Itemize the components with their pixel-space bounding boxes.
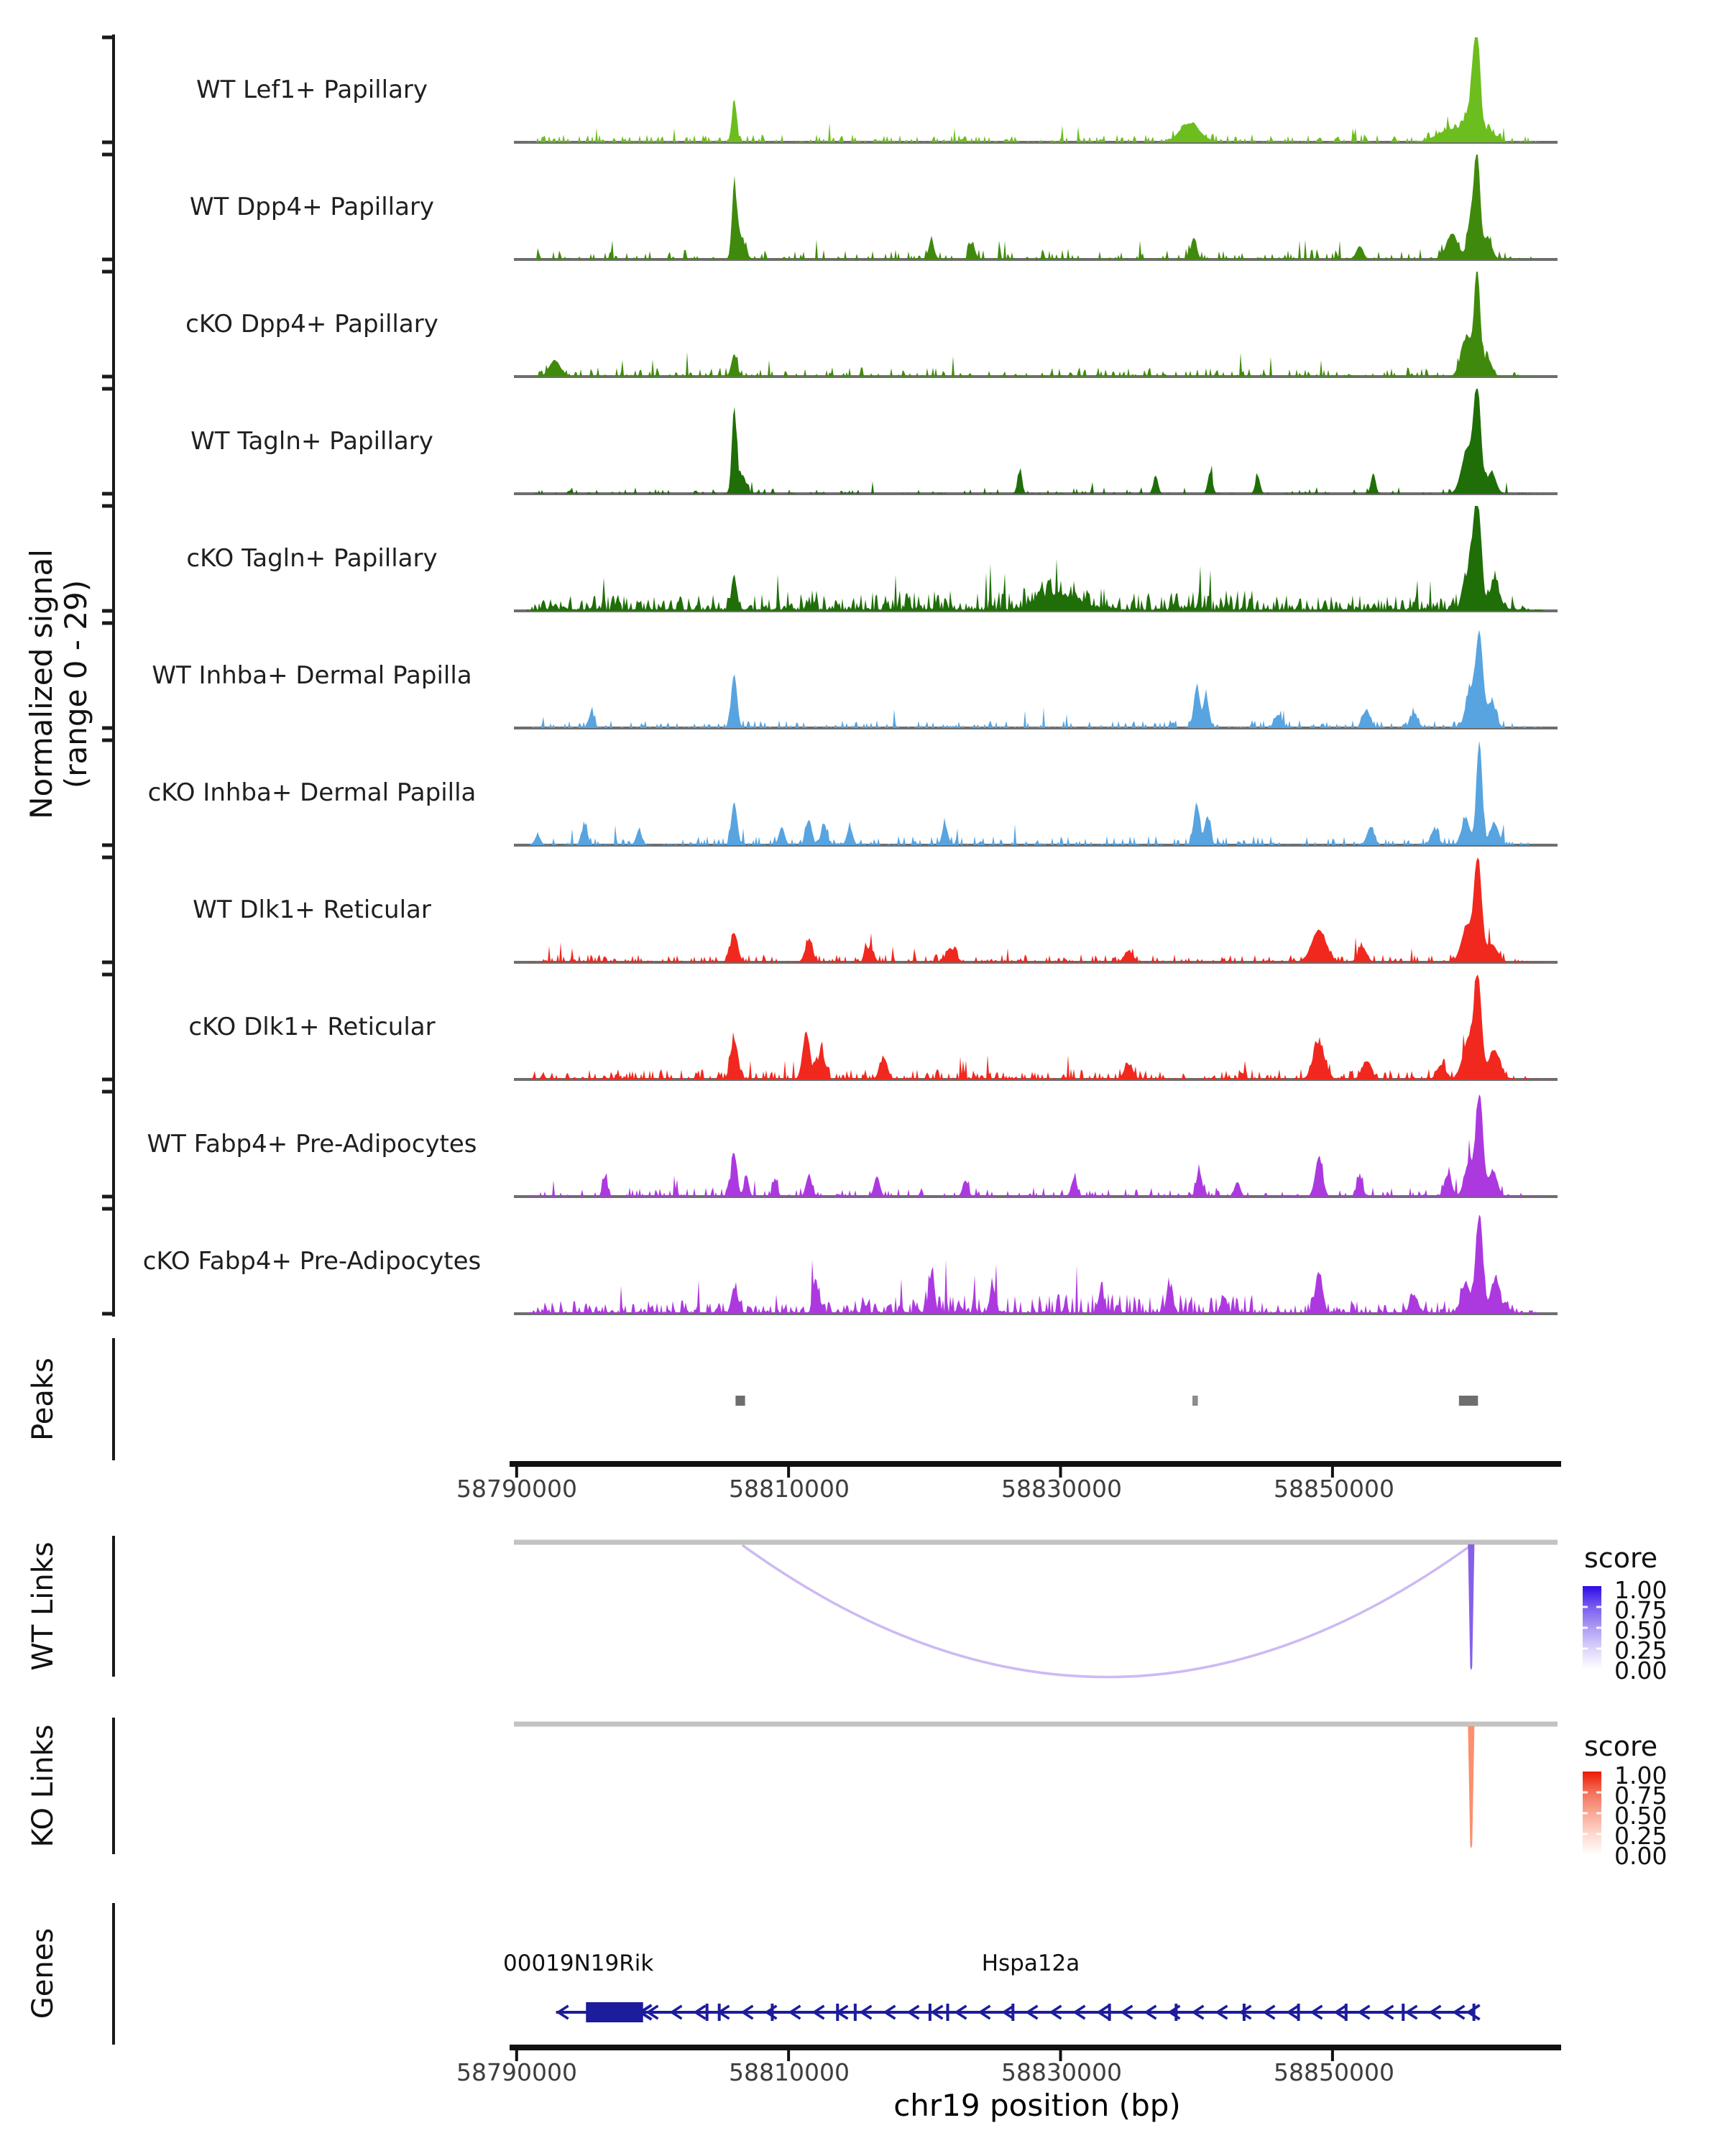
ko-legend-0.00: 0.00 (1614, 1842, 1668, 1870)
wt-legend-0.25: 0.25 (1614, 1636, 1668, 1664)
signal-y-axis (102, 34, 114, 1317)
wt-legend-0.00: 0.00 (1614, 1657, 1668, 1685)
ko-legend-1.00: 1.00 (1614, 1761, 1668, 1789)
axis1-tick-58810000: 58810000 (729, 1475, 850, 1503)
track-label-wt-inhba: WT Inhba+ Dermal Papilla (152, 661, 472, 690)
peaks-section-label: Peaks (27, 1358, 60, 1441)
track-label-cko-dlk1: cKO Dlk1+ Reticular (188, 1013, 436, 1041)
wt-legend-0.50: 0.50 (1614, 1616, 1668, 1644)
links-tracks (514, 1542, 1558, 1848)
wt-score-legend-title: score (1584, 1542, 1658, 1574)
ko-legend-0.50: 0.50 (1614, 1802, 1668, 1830)
wt-links-section-label: WT Links (27, 1542, 60, 1671)
signal-track-6 (514, 741, 1558, 845)
axis2-tick-58790000: 58790000 (456, 2058, 577, 2086)
gene-label-hspa12a: Hspa12a (981, 1950, 1080, 1976)
genes-track (556, 2002, 1480, 2022)
wt-link-anchor (1468, 1544, 1474, 1670)
axis1-tick-58830000: 58830000 (1001, 1475, 1122, 1503)
ko-links-section-label: KO Links (27, 1724, 60, 1848)
peak-box-0 (735, 1396, 745, 1406)
y-axis-label (24, 433, 93, 936)
signal-track-0 (514, 37, 1558, 142)
genes-section-label: Genes (27, 1927, 60, 2019)
signal-tracks (514, 37, 1558, 1314)
signal-track-3 (514, 389, 1558, 494)
axis2-tick-58810000: 58810000 (729, 2058, 850, 2086)
signal-track-8 (514, 975, 1558, 1079)
track-label-cko-inhba: cKO Inhba+ Dermal Papilla (147, 778, 477, 807)
track-label-wt-dpp4: WT Dpp4+ Papillary (189, 193, 435, 221)
signal-track-5 (514, 630, 1558, 728)
y-axis-label-line2: (range 0 - 29) (58, 579, 93, 789)
track-label-wt-fabp4: WT Fabp4+ Pre-Adipocytes (147, 1130, 477, 1158)
signal-track-4 (514, 506, 1558, 611)
wt-legend-0.75: 0.75 (1614, 1596, 1668, 1624)
axis2-tick-58830000: 58830000 (1001, 2058, 1122, 2086)
track-label-cko-fabp4: cKO Fabp4+ Pre-Adipocytes (142, 1247, 482, 1276)
x-axis-label: chr19 position (bp) (893, 2088, 1181, 2123)
track-label-cko-tagln: cKO Tagln+ Papillary (186, 544, 438, 573)
signal-track-1 (514, 155, 1558, 259)
signal-track-7 (514, 857, 1558, 962)
ko-score-legend-title: score (1584, 1731, 1658, 1762)
axis1-tick-58790000: 58790000 (456, 1475, 577, 1503)
track-label-wt-lef1: WT Lef1+ Papillary (196, 75, 428, 104)
axis2-tick-58850000: 58850000 (1274, 2058, 1394, 2086)
score-legends (1583, 1586, 1601, 1855)
wt-link-arc (742, 1545, 1471, 1677)
axis1-tick-58850000: 58850000 (1274, 1475, 1394, 1503)
signal-track-2 (514, 272, 1558, 377)
peaks-track (735, 1396, 1478, 1406)
track-label-cko-dpp4: cKO Dpp4+ Papillary (185, 310, 438, 338)
gene-exon-box (586, 2002, 643, 2022)
ko-legend-0.75: 0.75 (1614, 1782, 1668, 1810)
peak-box-1 (1192, 1396, 1198, 1406)
track-label-wt-dlk1: WT Dlk1+ Reticular (193, 895, 431, 924)
gene-label-rik: 00019N19Rik (503, 1950, 654, 1976)
signal-track-9 (514, 1095, 1558, 1197)
wt-legend-1.00: 1.00 (1614, 1576, 1668, 1604)
ko-link-anchor (1468, 1726, 1474, 1848)
ko-legend-0.25: 0.25 (1614, 1822, 1668, 1850)
track-label-wt-tagln: WT Tagln+ Papillary (190, 427, 433, 456)
peak-box-2 (1459, 1396, 1478, 1406)
y-axis-label-line1: Normalized signal (24, 549, 59, 819)
signal-track-10 (514, 1215, 1558, 1314)
